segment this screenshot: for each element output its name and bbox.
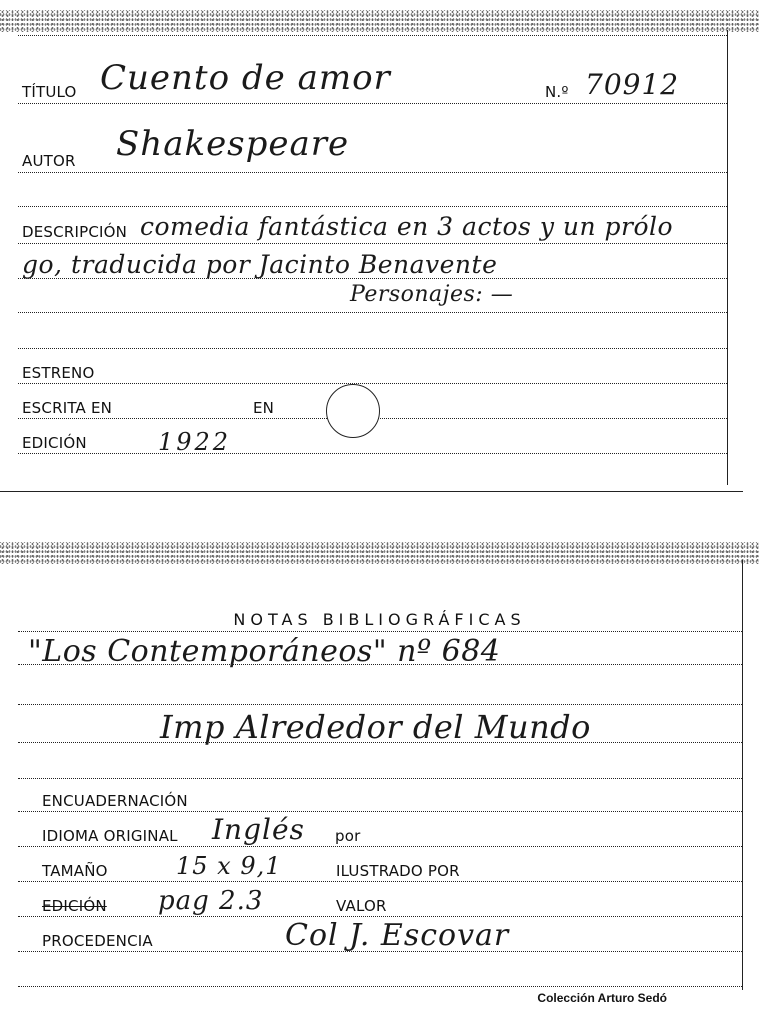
card-edge-texture	[0, 10, 759, 32]
edicion-label: EDICIÓN	[22, 434, 87, 452]
por-label: por	[335, 827, 361, 845]
en-label: EN	[253, 399, 275, 417]
idioma-original-label: IDIOMA ORIGINAL	[42, 827, 178, 845]
edicion-value: 1922	[158, 428, 232, 456]
valor-label: VALOR	[336, 897, 387, 915]
notas-bibliograficas-heading: NOTAS BIBLIOGRÁFICAS	[233, 610, 526, 629]
idioma-original-value: Inglés	[212, 813, 305, 846]
descripcion-label: DESCRIPCIÓN	[22, 223, 128, 241]
numero-label: N.º	[545, 83, 569, 101]
punch-hole	[326, 384, 380, 438]
edicion-label: EDICIÓN	[42, 897, 107, 915]
procedencia-value: Col J. Escovar	[285, 918, 510, 953]
estreno-label: ESTRENO	[22, 364, 95, 382]
descripcion-line-2: go, traducida por Jacinto Benavente	[22, 250, 498, 279]
titulo-label: TÍTULO	[22, 83, 77, 101]
tamano-value: 15 x 9,1	[176, 852, 282, 880]
titulo-value: Cuento de amor	[100, 58, 391, 98]
escrita-en-label: ESCRITA EN	[22, 399, 113, 417]
ilustrado-por-label: ILUSTRADO POR	[336, 862, 460, 880]
autor-label: AUTOR	[22, 152, 76, 170]
collection-footer: Colección Arturo Sedó	[537, 991, 667, 1005]
card-edge-texture	[0, 542, 759, 564]
card-right-edge	[727, 30, 728, 485]
nota-line-1: "Los Contemporáneos" nº 684	[28, 634, 501, 669]
encuadernacion-label: ENCUADERNACIÓN	[42, 792, 188, 810]
autor-value: Shakespeare	[116, 124, 350, 164]
descripcion-line-3: Personajes: —	[350, 282, 514, 307]
procedencia-label: PROCEDENCIA	[42, 932, 153, 950]
descripcion-line-1: comedia fantástica en 3 actos y un prólo	[140, 212, 674, 241]
tamano-label: TAMAÑO	[42, 862, 108, 880]
catalog-card-top	[0, 0, 759, 495]
edicion-value: pag 2.3	[158, 886, 264, 916]
nota-line-2: Imp Alrededor del Mundo	[160, 708, 591, 746]
catalog-card-bottom	[0, 530, 759, 1028]
numero-value: 70912	[585, 68, 680, 101]
